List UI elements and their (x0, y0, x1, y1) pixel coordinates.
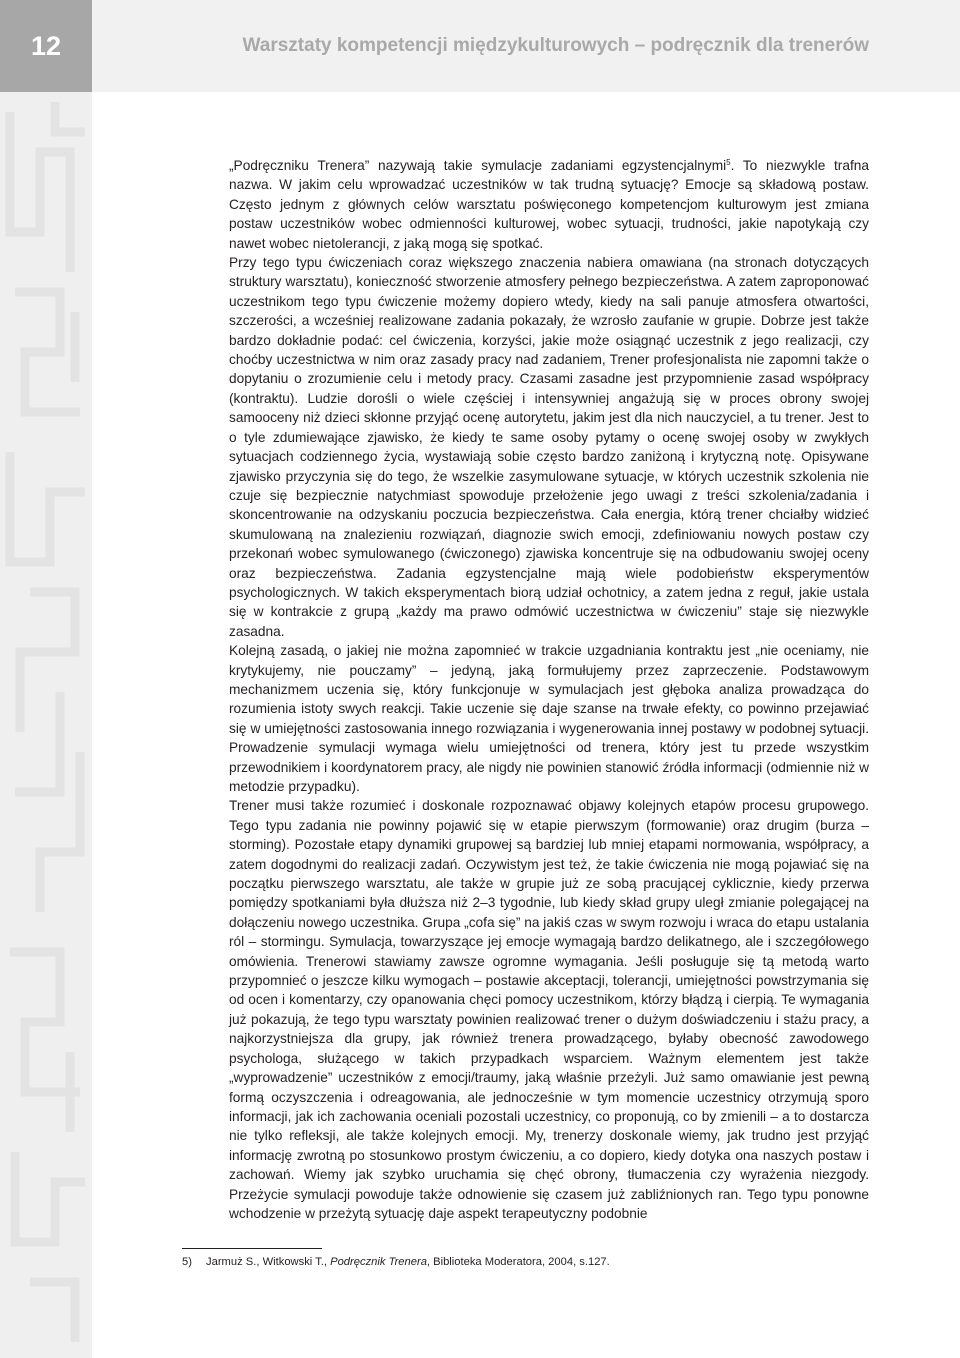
footnote-number: 5) (182, 1256, 192, 1268)
decorative-maze-pattern (0, 92, 92, 1358)
paragraph-2: Przy tego typu ćwiczeniach coraz większego znaczenia nabiera omawiana (na stronach dotyczących struktury warsztatu), konieczność stworzenie atmosfery pełnego bezpieczeństwa. A zatem zaproponować uczestnikom tego typu ćwiczenie możemy dopiero wtedy, kiedy na sali panuje atmosfera otwartości, szczerości, a wcześniej realizowane zadania pokazały, że wzrosło zaufanie w grupie. Dobrze jest także bardzo dokładnie podać: cel ćwiczenia, korzyści, jakie może osiągnąć uczestnik z jego realizacji, czy choćby uczestnictwa w nim oraz zasady pracy nad zadaniem, Trener profesjonalista nie zapomni także o dopytaniu o zrozumienie celu i metody pracy. Czasami zasadne jest przypomnienie zasad współpracy (kontraktu). Ludzie dorośli o wiele częściej i intensywniej angażują się w proces obrony swojej samooceny niż dzieci skłonne przyjąć ocenę autorytetu, jakim jest dla nich nauczyciel, a tu trener. Jest to o tyle zdumiewające zjawisko, że kiedy te same osoby pytamy o ocenę swojej osoby w zwykłych sytuacjach codziennego życia, wystawiają sobie często bardzo zaniżoną i krytyczną notę. Opisywane zjawisko przyczynia się do tego, że wszelkie zasymulowane sytuacje, w których uczestnik szkolenia nie czuje się bezpiecznie natychmiast spowoduje przełożenie jego uwagi z treści szkolenia/zadania i skoncentrowanie na odzyskaniu poczucia bezpieczeństwa. Cała energia, którą trener chciałby widzieć skumulowaną na znalezieniu rozwiązań, diagnozie swich emocji, zdefiniowaniu nowych postaw czy przekonań wobec symulowanego (ćwiczonego) zjawiska koncentruje się na odbudowaniu swojej oceny oraz bezpieczeństwa. Zadania egzystencjalne mają wiele podobieństw eksperymentów psychologicznych. W takich eksperymentach biorą udział ochotnicy, a zatem jedna z reguł, jakie ustala się w kontrakcie z grupą „każdy ma prawo odmówić uczestnictwa w ćwiczeniu” staje się niezwykle zasadna. (229, 255, 869, 639)
paragraph-1-text: „Podręczniku Trenera” nazywają takie symulacje zadaniami egzystencjalnymi (229, 158, 727, 173)
footnote-ref: 5 (726, 158, 731, 167)
body-text (229, 156, 869, 1223)
header-bar (92, 0, 960, 92)
page-number: 12 (30, 30, 62, 61)
paragraph-1 (229, 156, 869, 253)
page-number-box (0, 0, 92, 92)
paragraph-3: Kolejną zasadą, o jakiej nie można zapomnieć w trakcie uzgadniania kontraktu jest „nie oceniamy, nie krytykujemy, nie pouczamy” – jedyną, jaką formułujemy przez zaprzeczenie. Podstawowym mechanizmem uczenia się, który funkcjonuje w symulacjach jest głęboka analiza prowadząca do rozumienia istoty swych reakcji. Takie uczenie się daje szanse na trwałe efekty, co powinno przejawiać się w umiejętności zastosowania innego rozwiązania i wygenerowania innej postawy w podobnej sytuacji. Prowadzenie symulacji wymaga wielu umiejętności od trenera, który jest tu przede wszystkim przewodnikiem i koordynatorem pracy, ale nigdy nie powinien stanowić źródła informacji (odmiennie niż w metodzie przypadku). (229, 643, 869, 794)
footnote (182, 1254, 822, 1270)
paragraph-1-text-cont: . To niezwykle trafna nazwa. W jakim celu wprowadzać uczestników w tak trudną sytuację? Emocje są składową postaw. Często jednym z głównych celów warsztatu poświęconego kompetencjom kulturowym jest zmiana postaw uczestników wobec odmienności kulturowej, wobec sytuacji, trudności, jakie napotykają czy nawet wobec nietolerancji, z jaką mogą się spotkać. (229, 158, 869, 251)
paragraph-4: Trener musi także rozumieć i doskonale rozpoznawać objawy kolejnych etapów procesu grupowego. Tego typu zadania nie powinny pojawić się w etapie pierwszym (formowanie) oraz drugim (burza – storming). Pozostałe etapy dynamiki grupowej są bardziej lub mniej etapami normowania, współpracy, a zatem dogodnymi do realizacji zadań. Oczywistym jest też, że takie ćwiczenia nie mogą pojawiać się na początku pierwszego warsztatu, ale także w grupie już ze sobą pracującej cyklicznie, kiedy przerwa pomiędzy spotkaniami była dłuższa niż 2–3 tygodnie, lub kiedy skład grupy uległ zmianie polegającej na dołączeniu nowego uczestnika. Grupa „cofa się” na jakiś czas w swym rozwoju i wraca do etapu ustalania ról – stormingu. Symulacja, towarzyszące jej emocje wymagają bardzo delikatnego, ale i szczegółowego omówienia. Trenerowi stawiamy zawsze ogromne wymagania. Jeśli posługuje się tą metodą warto przypomnieć o jeszcze kilku wymogach – postawie akceptacji, tolerancji, umiejętności powstrzymania się od ocen i komentarzy, czy opanowania chęci pomocy uczestnikom, którzy błądzą i cierpią. Te wymagania już pokazują, że tego typu warsztaty powinien realizować trener o dużym doświadczeniu i stażu pracy, a najkorzystniejsza dla grupy, jak również trenera prowadzącego, byłaby obecność zawodowego psychologa, służącego w takich przypadkach wsparciem. Ważnym elementem jest także „wyprowadzenie” uczestników z emocji/traumy, jaką właśnie przeżyli. Już samo omawianie jest pewną formą oczyszczenia i odreagowania, ale jednocześnie w tym momencie uczestnicy otrzymują sporo informacji, jak ich zachowania oceniali pozostali uczestnicy, co proponują, co by zmienili – a to dostarcza nie tylko refleksji, ale także kolejnych emocji. My, trenerzy doskonale wiemy, jak trudno jest przyjąć informację zwrotną po stosunkowo prostym ćwiczeniu, a co dopiero, kiedy dotyka ona naszych postaw i zachowań. Wiemy jak szybko uruchamia się chęć obrony, tłumaczenia czy wyrażenia niezgody. Przeżycie symulacji powoduje także odnowienie się czasem już zabliźnionych ran. Tego typu ponowne wchodzenie w przeżytą sytuację daje aspekt terapeutyczny podobnie (229, 798, 869, 1221)
running-header-title: Warsztaty kompetencji międzykulturowych – podręcznik dla trenerów (242, 35, 869, 56)
footnote-authors: Jarmuż S., Witkowski T., (206, 1256, 331, 1268)
footnote-separator (182, 1248, 322, 1249)
footnote-book-title: Podręcznik Trenera (330, 1256, 427, 1268)
decorative-sidebar (0, 0, 92, 1358)
footnote-rest: , Biblioteka Moderatora, 2004, s.127. (426, 1256, 610, 1268)
